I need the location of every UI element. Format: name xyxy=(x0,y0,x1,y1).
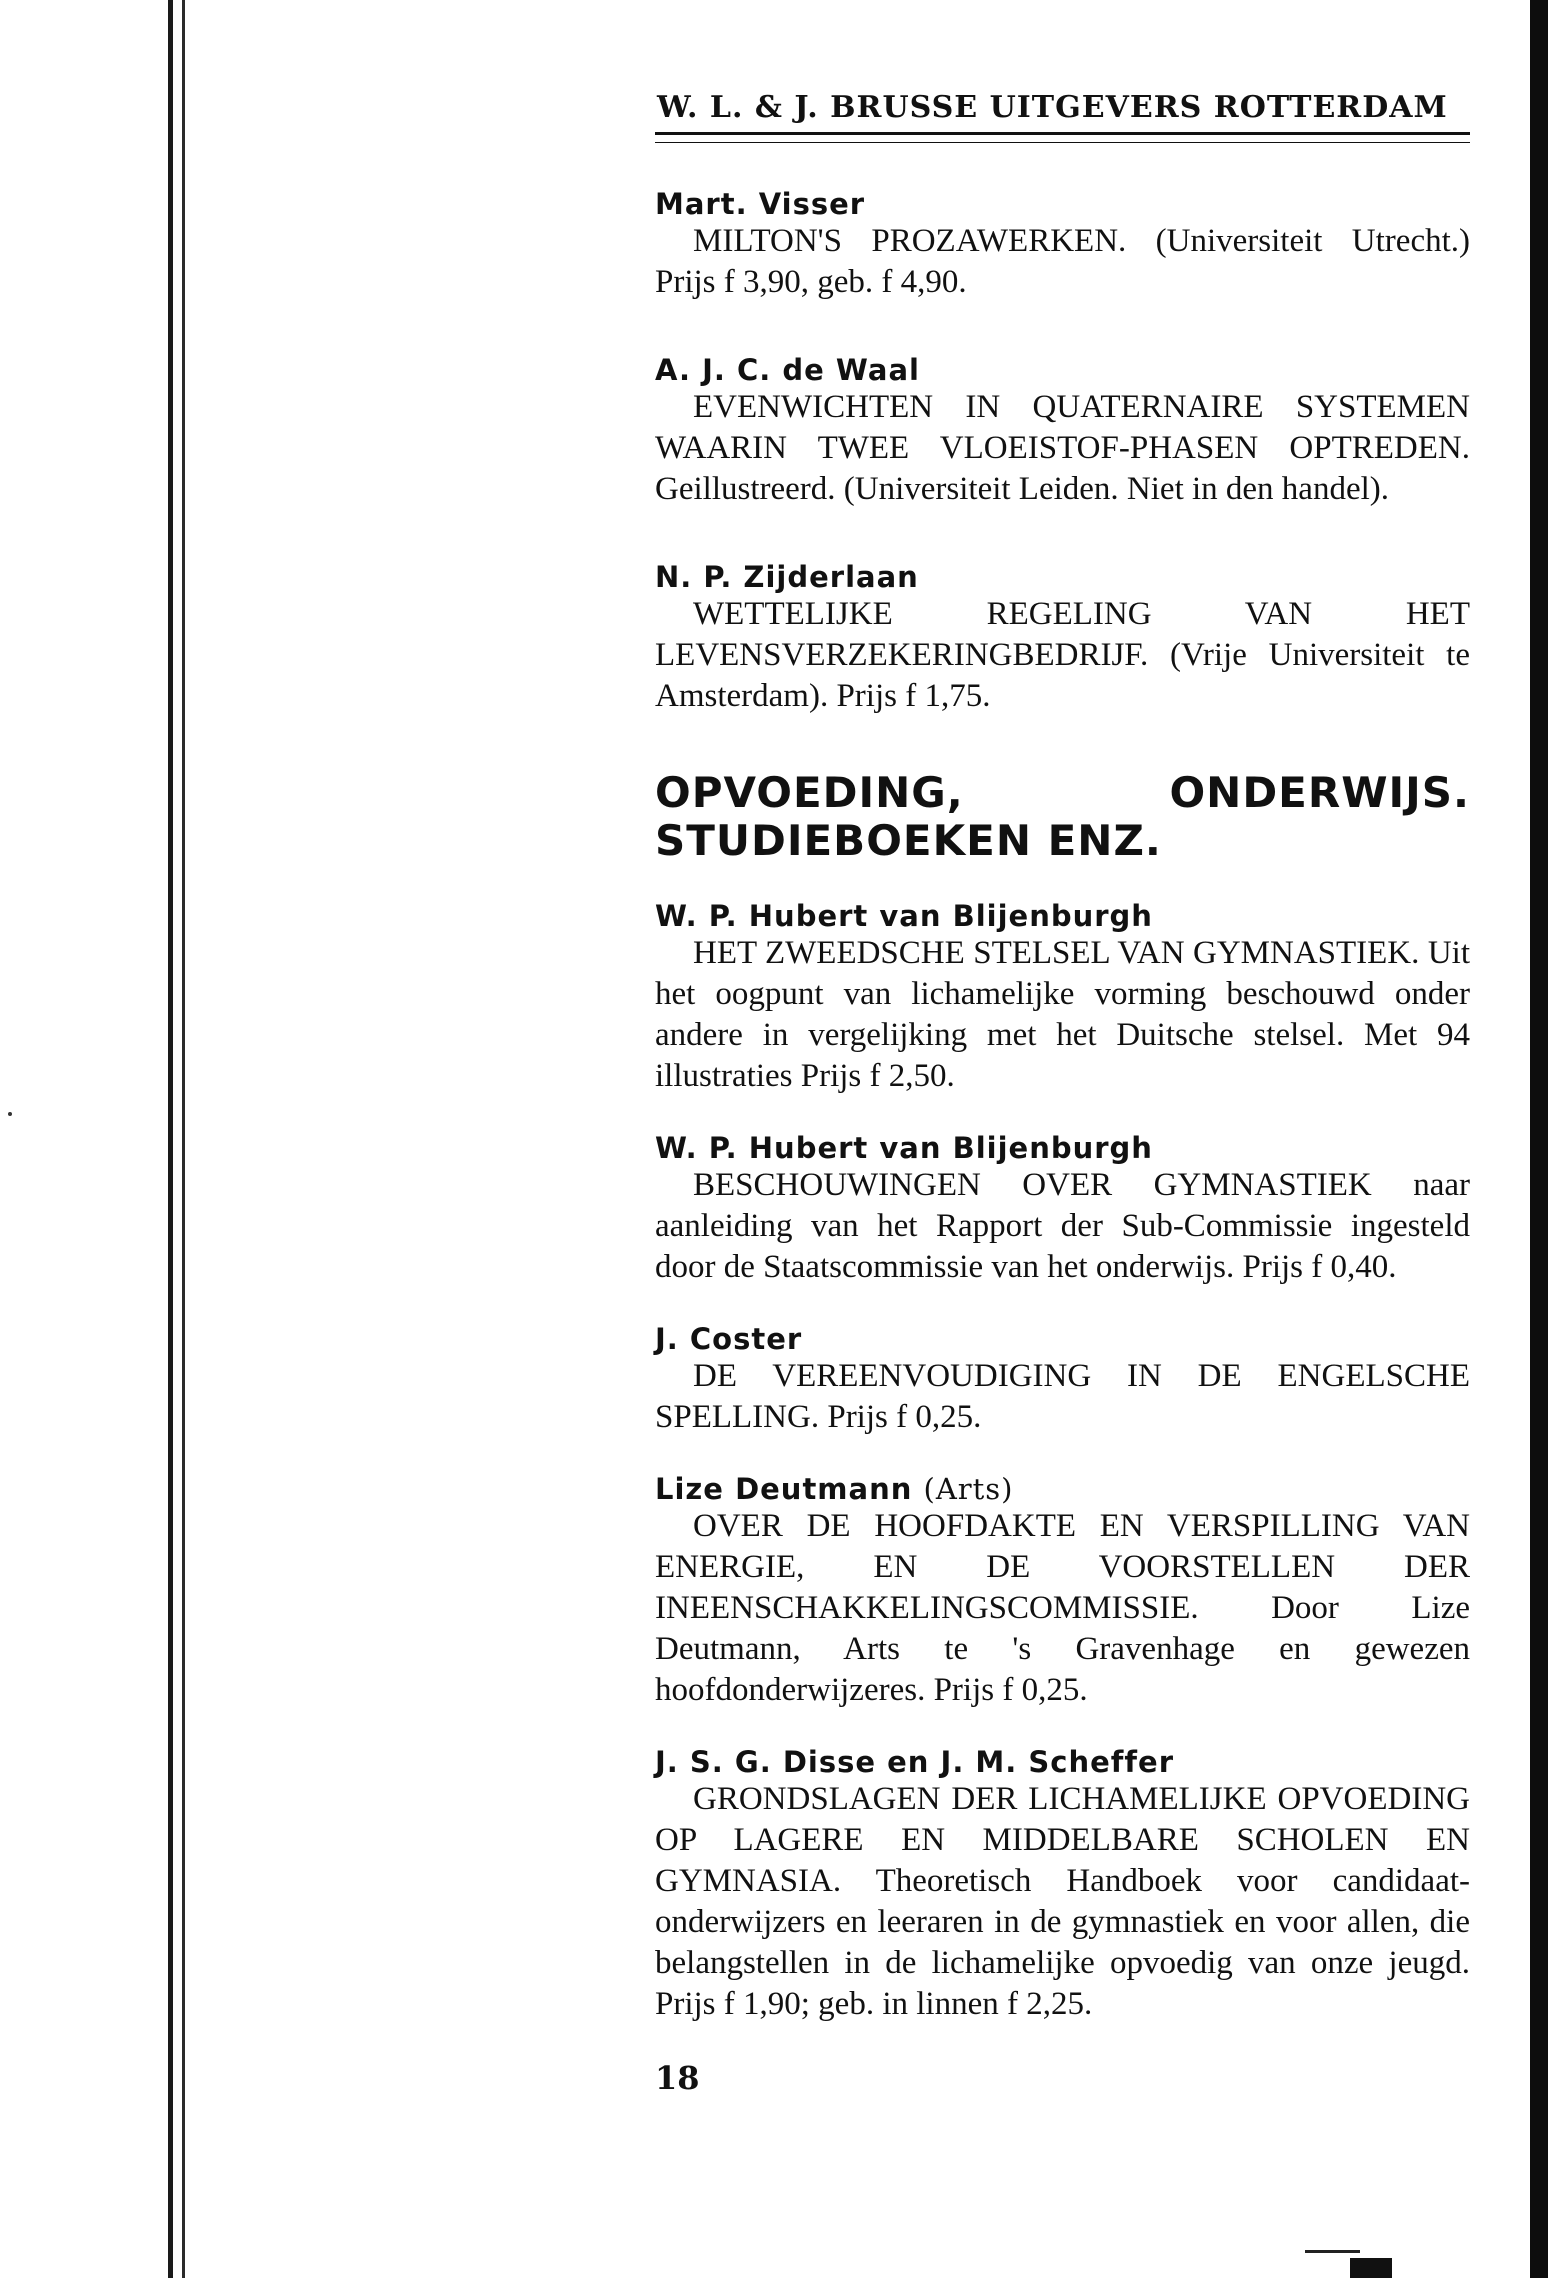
catalog-entry xyxy=(655,353,1470,510)
header-rule-thin xyxy=(655,142,1470,143)
header-rule-thick xyxy=(655,132,1470,135)
entry-title: OVER DE HOOFDAKTE EN VERSPILLING VAN ENERGIE, EN DE VOORSTELLEN DER INEENSCHAKKELINGSCOMMISSIE. xyxy=(655,1508,1470,1626)
scan-speck xyxy=(8,1112,12,1116)
catalog-entry xyxy=(655,187,1470,303)
entry-text xyxy=(655,1356,1470,1438)
entry-body: naar aanleiding van het Rapport der Sub-Commissie ingesteld door de Staatscommissie van het onderwijs. Prijs f 0,40. xyxy=(655,1167,1470,1285)
entry-text xyxy=(655,221,1470,303)
catalog-page xyxy=(655,88,1470,2097)
entry-body: (Universiteit Utrecht.) Prijs f 3,90, geb. f 4,90. xyxy=(655,223,1471,300)
entry-text xyxy=(655,1165,1470,1288)
catalog-entry xyxy=(655,1745,1470,2025)
section-heading: OPVOEDING, ONDERWIJS. STUDIEBOEKEN ENZ. xyxy=(655,768,1470,865)
catalog-entry xyxy=(655,1131,1470,1288)
catalog-entry xyxy=(655,1472,1470,1711)
entry-text xyxy=(655,387,1470,510)
entry-author: N. P. Zijderlaan xyxy=(655,560,919,594)
entry-author-note: (Arts) xyxy=(923,1472,1014,1506)
entry-author: J. S. G. Disse en J. M. Scheffer xyxy=(655,1745,1174,1779)
entry-text xyxy=(655,1506,1470,1711)
entry-text xyxy=(655,933,1470,1097)
entry-body: Door Lize Deutmann, Arts te 's Gravenhage en gewezen hoofdonderwijzeres. Prijs f 0,25. xyxy=(655,1590,1470,1708)
scan-bottom-block xyxy=(1350,2258,1392,2278)
entry-author: J. Coster xyxy=(655,1322,803,1356)
catalog-entry xyxy=(655,899,1470,1097)
entry-title: DE VEREENVOUDIGING IN DE ENGELSCHE SPELLING. xyxy=(655,1358,1470,1435)
page-edge-rule-inner xyxy=(182,0,185,2278)
catalog-entry xyxy=(655,560,1470,717)
entry-title: BESCHOUWINGEN OVER GYMNASTIEK xyxy=(693,1167,1372,1203)
entry-body: Theoretisch Handboek voor candidaat-onderwijzers en leeraren in de gymnastiek en voor allen, die belangstellen in de lichamelijke opvoedig van onze jeugd. Prijs f 1,90; geb. in linnen f 2,25. xyxy=(655,1863,1471,2022)
page-edge-rule xyxy=(168,0,173,2278)
scan-bottom-mark xyxy=(1305,2250,1360,2253)
entry-author: Lize Deutmann (Arts) xyxy=(655,1472,1014,1506)
entry-body: Geillustreerd. (Universiteit Leiden. Niet in den handel). xyxy=(655,471,1390,507)
entry-author: Mart. Visser xyxy=(655,187,866,221)
entry-author: W. P. Hubert van Blijenburgh xyxy=(655,1131,1153,1165)
entry-title: HET ZWEEDSCHE STELSEL VAN GYMNASTIEK. xyxy=(693,935,1420,971)
entry-text xyxy=(655,1779,1470,2025)
entry-title: GRONDSLAGEN DER LICHAMELIJKE OPVOEDING OP LAGERE EN MIDDELBARE SCHOLEN EN GYMNASIA. xyxy=(655,1781,1470,1899)
entry-author: A. J. C. de Waal xyxy=(655,353,920,387)
entry-text xyxy=(655,594,1470,717)
page-number: 18 xyxy=(655,2059,700,2097)
entry-title: EVENWICHTEN IN QUATERNAIRE SYSTEMEN WAARIN TWEE VLOEISTOF-PHASEN OPTREDEN. xyxy=(655,389,1470,466)
publisher-header: W. L. & J. BRUSSE UITGEVERS ROTTERDAM xyxy=(657,90,1448,125)
entry-author: W. P. Hubert van Blijenburgh xyxy=(655,899,1153,933)
entry-body: Uit het oogpunt van lichamelijke vorming beschouwd onder andere in vergelijking met het Duitsche stelsel. Met 94 illustraties Prijs f 2,50. xyxy=(655,935,1470,1094)
scan-right-edge xyxy=(1530,0,1548,2278)
entry-body: Prijs f 0,25. xyxy=(827,1399,982,1435)
entry-title: MILTON'S PROZAWERKEN. xyxy=(693,223,1127,259)
entry-body: (Vrije Universiteit te Amsterdam). Prijs f 1,75. xyxy=(655,637,1470,714)
entry-title: WETTELIJKE REGELING VAN HET LEVENSVERZEKERINGBEDRIJF. xyxy=(655,596,1470,673)
catalog-entry xyxy=(655,1322,1470,1438)
